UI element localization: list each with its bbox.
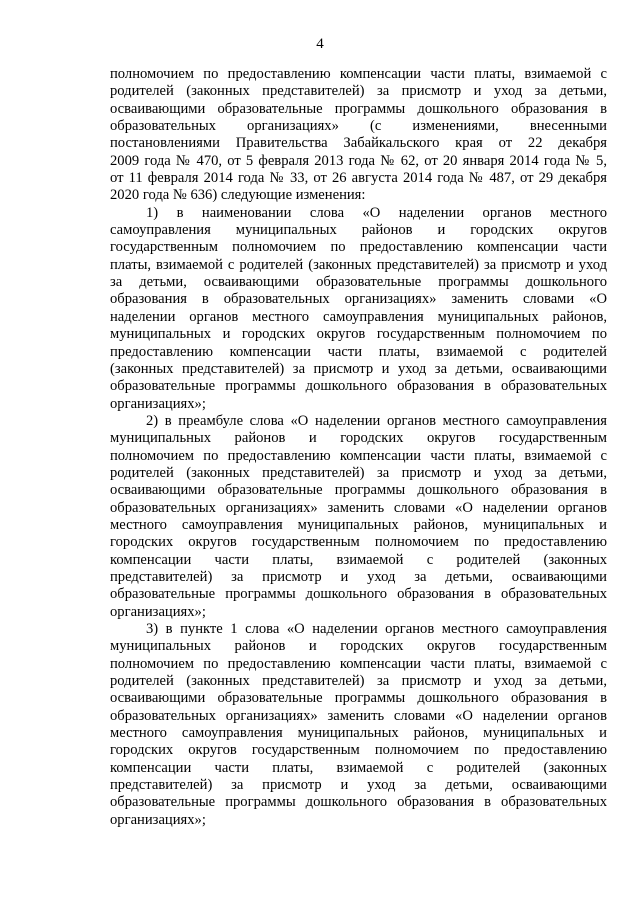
text-line: образования в образовательных организациях» заменить словами «О (110, 291, 607, 308)
text-line: компенсации части платы, взимаемой с родителей (законных (110, 759, 607, 776)
text-line: платы, взимаемой с родителей (законных представителей) за присмотр и уход (110, 256, 607, 273)
text-line: государственным полномочием по предоставлению компенсации части (110, 239, 607, 256)
paragraph (110, 205, 607, 413)
text-line: муниципальных и городских округов государственным полномочием по (110, 326, 607, 343)
text-line: самоуправления муниципальных районов и городских округов (110, 222, 607, 239)
text-line: образовательных организациях» заменить словами «О наделении органов (110, 707, 607, 724)
text-line: 2) в преамбуле слова «О наделении органов местного самоуправления (146, 412, 607, 429)
text-line: муниципальных районов и городских округов государственным (110, 638, 607, 655)
text-line: муниципальных районов и городских округов государственным (110, 430, 607, 447)
text-line: полномочием по предоставлению компенсации части платы, взимаемой с (110, 447, 607, 464)
page-number: 4 (316, 36, 324, 52)
text-line: организациях»; (110, 395, 206, 412)
text-line: 1) в наименовании слова «О наделении органов местного (146, 204, 607, 221)
text-line: городских округов государственным полномочием по предоставлению (110, 534, 607, 551)
text-line: 3) в пункте 1 слова «О наделении органов местного самоуправления (146, 621, 607, 637)
text-line: родителей (законных представителей) за присмотр и уход за детьми, (110, 83, 607, 100)
text-line: представителей) за присмотр и уход за детьми, осваивающими (110, 777, 607, 794)
paragraph (110, 621, 607, 829)
text-line: наделении органов местного самоуправления муниципальных районов, (110, 308, 607, 325)
text-line: организациях»; (110, 811, 206, 828)
text-line: образовательных организациях» (с изменениями, внесенными (110, 118, 607, 135)
text-line: 2020 года № 636) следующие изменения: (110, 187, 366, 204)
text-line: осваивающими образовательные программы дошкольного образования в (110, 100, 607, 117)
text-line: компенсации части платы, взимаемой с родителей (законных (110, 551, 607, 568)
text-line: от 11 февраля 2014 года № 33, от 26 августа 2014 года № 487, от 29 декабря (110, 170, 607, 187)
paragraph (110, 413, 607, 621)
document-body (110, 66, 607, 829)
text-line: осваивающими образовательные программы дошкольного образования в (110, 690, 607, 707)
text-line: за детьми, осваивающими образовательные программы дошкольного (110, 274, 607, 291)
paragraph (110, 66, 607, 205)
text-line: родителей (законных представителей) за присмотр и уход за детьми, (110, 464, 607, 481)
text-line: полномочием по предоставлению компенсации части платы, взимаемой с (110, 66, 607, 82)
text-line: (законных представителей) за присмотр и уход за детьми, осваивающими (110, 360, 607, 377)
text-line: организациях»; (110, 603, 206, 620)
text-line: городских округов государственным полномочием по предоставлению (110, 742, 607, 759)
text-line: осваивающими образовательные программы дошкольного образования в (110, 482, 607, 499)
text-line: постановлениями Правительства Забайкальского края от 22 декабря (110, 135, 607, 152)
text-line: местного самоуправления муниципальных районов, муниципальных и (110, 516, 607, 533)
text-line: полномочием по предоставлению компенсации части платы, взимаемой с (110, 655, 607, 672)
text-line: представителей) за присмотр и уход за детьми, осваивающими (110, 568, 607, 585)
text-line: образовательные программы дошкольного образования в образовательных (110, 586, 607, 603)
text-line: образовательные программы дошкольного образования в образовательных (110, 794, 607, 811)
text-line: местного самоуправления муниципальных районов, муниципальных и (110, 725, 607, 742)
text-line: предоставлению компенсации части платы, взимаемой с родителей (110, 343, 607, 360)
text-line: родителей (законных представителей) за присмотр и уход за детьми, (110, 673, 607, 690)
text-line: 2009 года № 470, от 5 февраля 2013 года № 62, от 20 января 2014 года № 5, (110, 152, 607, 169)
text-line: образовательные программы дошкольного образования в образовательных (110, 378, 607, 395)
text-line: образовательных организациях» заменить словами «О наделении органов (110, 499, 607, 516)
